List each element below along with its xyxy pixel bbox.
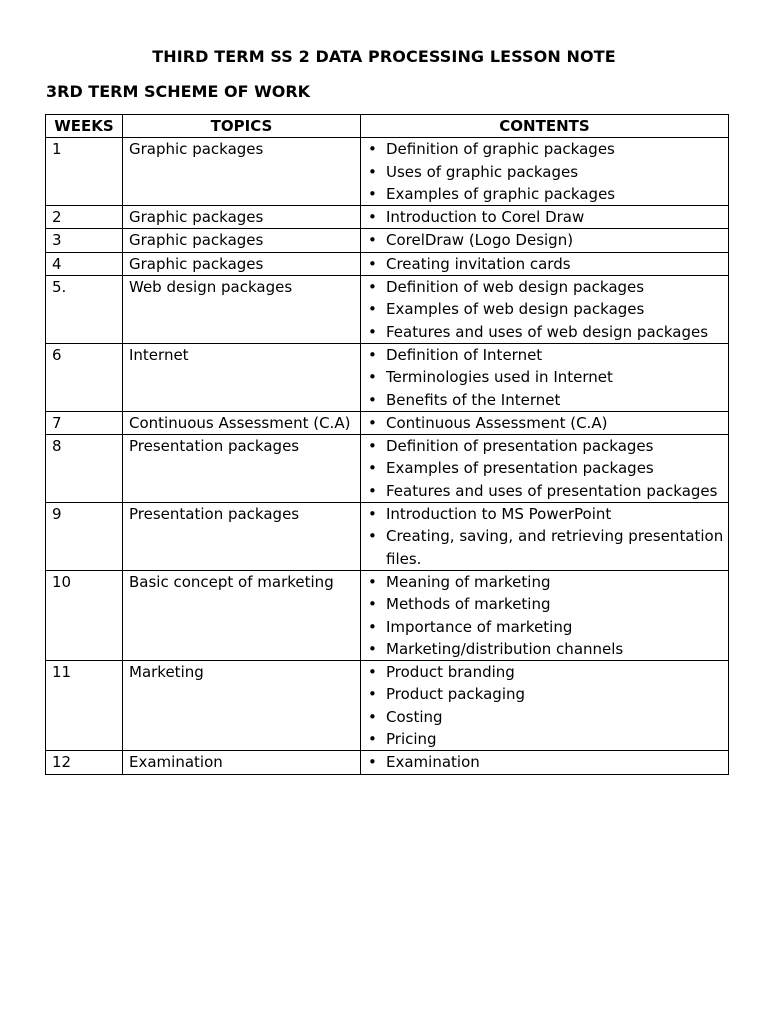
topic-cell: Internet: [123, 343, 361, 411]
list-item: • Introduction to MS PowerPoint: [367, 503, 726, 525]
table-row: [46, 252, 729, 275]
table-row: [46, 435, 729, 503]
list-item: • Examples of web design packages: [367, 298, 726, 320]
list-item: • Examination: [367, 751, 726, 773]
table-row: [46, 411, 729, 434]
contents-cell: [361, 229, 729, 252]
table-row: [46, 206, 729, 229]
table-row: [46, 138, 729, 206]
contents-cell: [361, 570, 729, 660]
topic-cell: Graphic packages: [123, 229, 361, 252]
section-heading: 3RD TERM SCHEME OF WORK: [46, 82, 311, 101]
header-weeks: WEEKS: [46, 115, 123, 138]
list-item: • Pricing: [367, 728, 726, 750]
topic-cell: Presentation packages: [123, 435, 361, 503]
list-item: • Definition of Internet: [367, 344, 726, 366]
contents-list: [367, 503, 726, 570]
contents-list: [367, 138, 726, 205]
list-item: • Product packaging: [367, 683, 726, 705]
header-topics: TOPICS: [123, 115, 361, 138]
list-item: • Definition of presentation packages: [367, 435, 726, 457]
week-cell: 1: [46, 138, 123, 206]
document-title: THIRD TERM SS 2 DATA PROCESSING LESSON NOTE: [152, 47, 616, 66]
week-cell: 8: [46, 435, 123, 503]
contents-list: [367, 344, 726, 411]
contents-cell: [361, 252, 729, 275]
list-item: • Examples of presentation packages: [367, 457, 726, 479]
list-item: • Definition of graphic packages: [367, 138, 726, 160]
list-item: • Features and uses of web design packages: [367, 321, 726, 343]
week-cell: 10: [46, 570, 123, 660]
contents-cell: [361, 661, 729, 751]
week-cell: 6: [46, 343, 123, 411]
contents-list: [367, 435, 726, 502]
list-item: • Methods of marketing: [367, 593, 726, 615]
contents-list: [367, 229, 726, 251]
topic-cell: Basic concept of marketing: [123, 570, 361, 660]
contents-list: [367, 276, 726, 343]
contents-cell: [361, 138, 729, 206]
week-cell: 11: [46, 661, 123, 751]
header-contents: CONTENTS: [361, 115, 729, 138]
list-item: • Product branding: [367, 661, 726, 683]
contents-list: [367, 571, 726, 660]
list-item: • Costing: [367, 706, 726, 728]
contents-list: [367, 206, 726, 228]
table-row: [46, 570, 729, 660]
table-row: [46, 503, 729, 571]
week-cell: 9: [46, 503, 123, 571]
table-row: [46, 661, 729, 751]
topic-cell: Marketing: [123, 661, 361, 751]
topic-cell: Presentation packages: [123, 503, 361, 571]
contents-list: [367, 661, 726, 750]
week-cell: 2: [46, 206, 123, 229]
scheme-of-work-table: [45, 114, 729, 775]
week-cell: 5.: [46, 276, 123, 344]
table-row: [46, 229, 729, 252]
list-item: • Introduction to Corel Draw: [367, 206, 726, 228]
contents-cell: [361, 411, 729, 434]
week-cell: 7: [46, 411, 123, 434]
table-row: [46, 343, 729, 411]
topic-cell: Graphic packages: [123, 252, 361, 275]
contents-cell: [361, 751, 729, 774]
list-item: • Definition of web design packages: [367, 276, 726, 298]
contents-cell: [361, 503, 729, 571]
contents-list: [367, 253, 726, 275]
list-item: • Terminologies used in Internet: [367, 366, 726, 388]
list-item: • Creating, saving, and retrieving presentation files.: [367, 525, 726, 570]
week-cell: 12: [46, 751, 123, 774]
list-item: • Features and uses of presentation packages: [367, 480, 726, 502]
list-item: • Marketing/distribution channels: [367, 638, 726, 660]
contents-list: [367, 751, 726, 773]
week-cell: 3: [46, 229, 123, 252]
topic-cell: Continuous Assessment (C.A): [123, 411, 361, 434]
list-item: • Benefits of the Internet: [367, 389, 726, 411]
contents-cell: [361, 276, 729, 344]
topic-cell: Examination: [123, 751, 361, 774]
topic-cell: Web design packages: [123, 276, 361, 344]
contents-list: [367, 412, 726, 434]
list-item: • Uses of graphic packages: [367, 161, 726, 183]
table-body: [46, 138, 729, 774]
list-item: • Meaning of marketing: [367, 571, 726, 593]
topic-cell: Graphic packages: [123, 206, 361, 229]
contents-cell: [361, 435, 729, 503]
list-item: • Examples of graphic packages: [367, 183, 726, 205]
list-item: • Creating invitation cards: [367, 253, 726, 275]
table-row: [46, 751, 729, 774]
topic-cell: Graphic packages: [123, 138, 361, 206]
list-item: • Continuous Assessment (C.A): [367, 412, 726, 434]
list-item: • Importance of marketing: [367, 616, 726, 638]
contents-cell: [361, 206, 729, 229]
list-item: • CorelDraw (Logo Design): [367, 229, 726, 251]
week-cell: 4: [46, 252, 123, 275]
table-row: [46, 276, 729, 344]
table-header-row: [46, 115, 729, 138]
contents-cell: [361, 343, 729, 411]
